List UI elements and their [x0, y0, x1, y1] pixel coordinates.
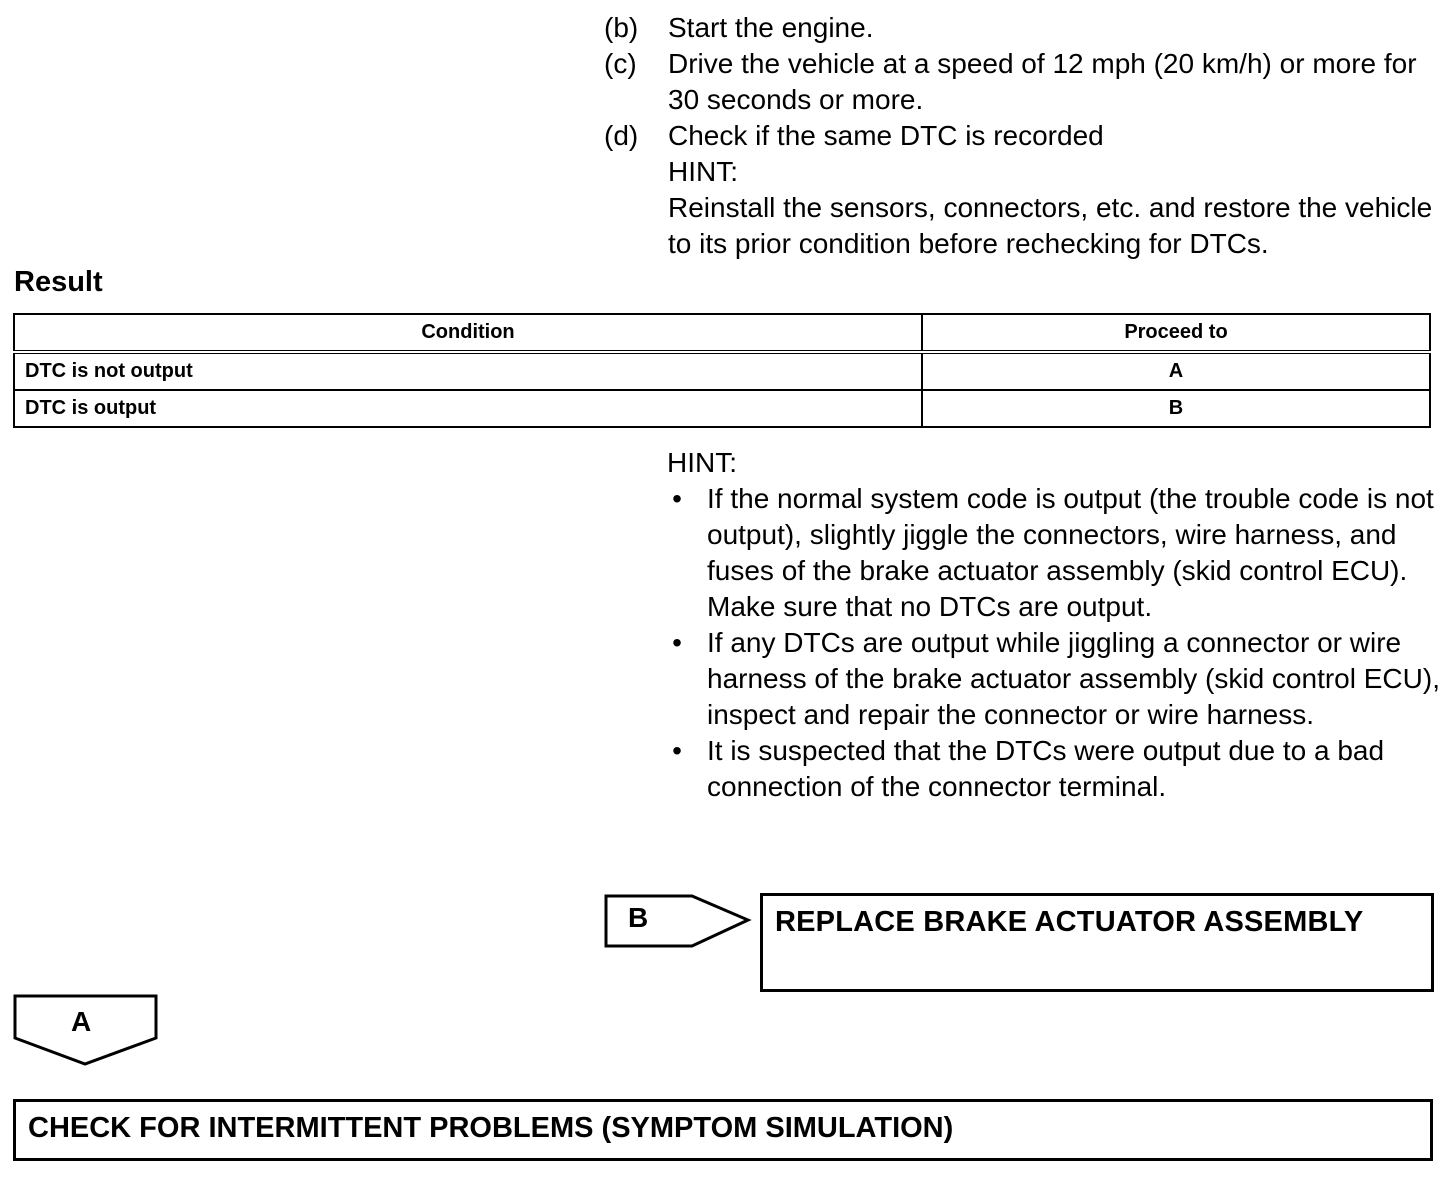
- step-c-text: Drive the vehicle at a speed of 12 mph (20 km/h) or more for 30 seconds or more.: [668, 48, 1417, 115]
- result-table: [13, 313, 1431, 428]
- condition-header: Condition: [14, 314, 922, 352]
- hint-label: HINT:: [667, 447, 737, 478]
- step-d-label: (d): [604, 120, 639, 151]
- hint-block: [667, 445, 1442, 805]
- condition-cell: DTC is not output: [14, 352, 922, 390]
- hint-list: [667, 481, 1442, 805]
- list-item: [667, 625, 1442, 733]
- hint-item-text: It is suspected that the DTCs were output due to a bad connection of the connector terminal.: [707, 735, 1385, 802]
- list-item: [667, 733, 1442, 805]
- flow-branch-b: [604, 892, 752, 950]
- replace-action-text: REPLACE BRAKE ACTUATOR ASSEMBLY: [775, 906, 1364, 938]
- flow-a-label: A: [71, 1006, 92, 1037]
- flow-b-label: B: [628, 902, 649, 933]
- step-b-label: (b): [604, 12, 639, 43]
- result-heading: Result: [14, 266, 103, 298]
- step-d-text: Check if the same DTC is recorded: [668, 120, 1104, 151]
- step-hint-text: Reinstall the sensors, connectors, etc. and restore the vehicle to its prior condition before rechecking for DTCs.: [668, 192, 1433, 259]
- right-arrow-icon: [604, 892, 752, 950]
- proceed-cell: B: [922, 390, 1430, 427]
- next-step-text: CHECK FOR INTERMITTENT PROBLEMS (SYMPTOM SIMULATION): [28, 1112, 954, 1144]
- next-step-box: [13, 1099, 1433, 1161]
- proceed-header: Proceed to: [922, 314, 1430, 352]
- step-b: [604, 10, 1444, 46]
- hint-item-text: If any DTCs are output while jiggling a connector or wire harness of the brake actuator assembly (skid control ECU), inspect and repair the connector or wire harness.: [707, 627, 1440, 730]
- step-d: [604, 118, 1444, 154]
- step-b-text: Start the engine.: [668, 12, 874, 43]
- step-hint-label: HINT:: [668, 156, 738, 187]
- step-hint: [668, 154, 1444, 262]
- bullet-icon: •: [672, 735, 682, 766]
- flow-branch-a: [13, 994, 159, 1068]
- list-item: [667, 481, 1442, 625]
- hint-item-text: If the normal system code is output (the trouble code is not output), slightly jiggle the connectors, wire harness, and fuses of the brake actuator assembly (skid control ECU). Make sure that no DTCs are output.: [707, 483, 1434, 622]
- condition-cell: DTC is output: [14, 390, 922, 427]
- step-c: [604, 46, 1444, 118]
- replace-action-box: [760, 893, 1434, 992]
- step-c-label: (c): [604, 48, 637, 79]
- procedure-steps: [604, 10, 1444, 262]
- table-row: [14, 352, 1430, 390]
- bullet-icon: •: [672, 483, 682, 514]
- bullet-icon: •: [672, 627, 682, 658]
- result-header-row: [14, 314, 1430, 352]
- table-row: [14, 390, 1430, 427]
- proceed-cell: A: [922, 352, 1430, 390]
